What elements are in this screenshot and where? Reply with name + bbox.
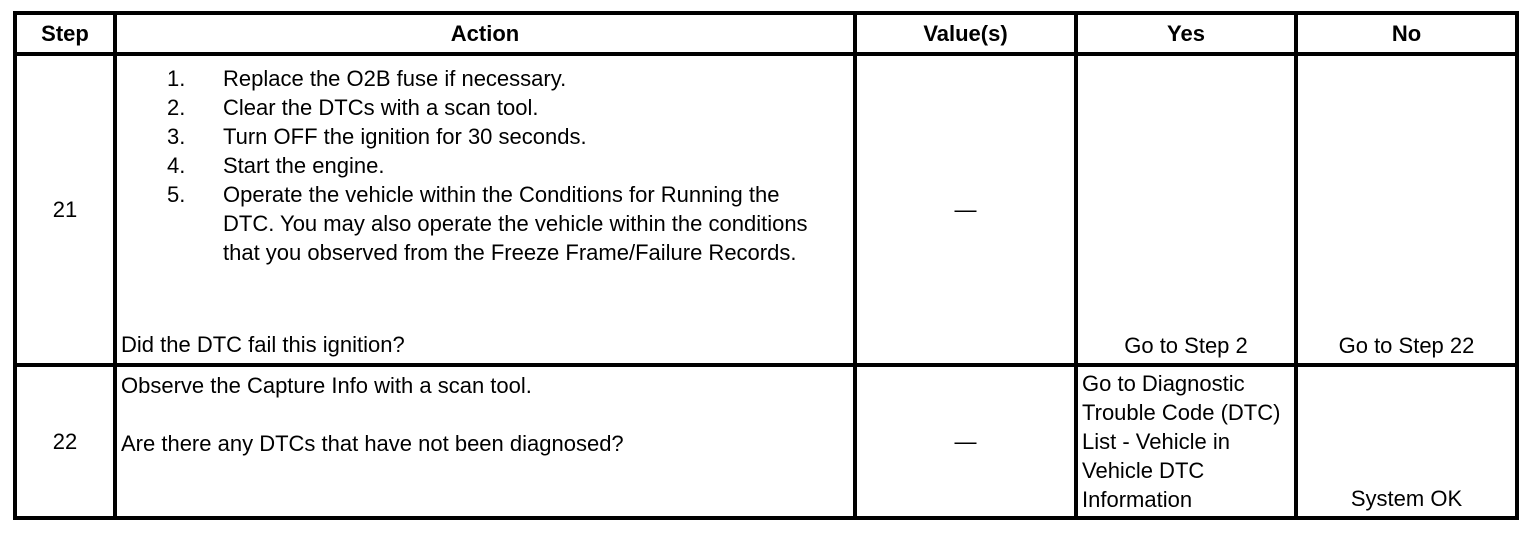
- table-header-row: [15, 13, 1517, 54]
- header-values: Value(s): [855, 13, 1076, 54]
- list-item-text: Operate the vehicle within the Conditions for Running the DTC. You may also operate the vehicle within the conditions that you observed from the Freeze Frame/Failure Records.: [223, 182, 808, 265]
- header-step: Step: [15, 13, 115, 54]
- step-question: Did the DTC fail this ignition?: [121, 332, 405, 357]
- action-text: Observe the Capture Info with a scan tool.: [121, 373, 532, 398]
- header-yes: Yes: [1076, 13, 1296, 54]
- value-cell: —: [855, 54, 1076, 365]
- list-item-text: Clear the DTCs with a scan tool.: [223, 95, 539, 120]
- list-item-number: 2.: [167, 95, 186, 120]
- table-row: [15, 365, 1517, 518]
- list-item-text: Turn OFF the ignition for 30 seconds.: [223, 124, 587, 149]
- yes-outcome: Go to Diagnostic Trouble Code (DTC) List - Vehicle in Vehicle DTC Information: [1076, 365, 1296, 518]
- step-number: 21: [15, 54, 115, 365]
- header-action: Action: [115, 13, 855, 54]
- action-cell: [115, 54, 855, 365]
- list-item: [117, 64, 853, 93]
- list-item-number: 5.: [167, 182, 186, 207]
- table-row: [15, 54, 1517, 365]
- action-list: [117, 56, 853, 267]
- list-item-number: 1.: [167, 66, 186, 91]
- action-cell: [115, 365, 855, 518]
- list-item: [117, 122, 853, 151]
- diagnostic-steps-table: [13, 11, 1519, 520]
- list-item: [117, 151, 853, 180]
- step-question: Are there any DTCs that have not been diagnosed?: [121, 431, 624, 456]
- yes-outcome: Go to Step 2: [1076, 54, 1296, 365]
- list-item: [117, 180, 853, 267]
- list-item-text: Start the engine.: [223, 153, 385, 178]
- list-item-number: 3.: [167, 124, 186, 149]
- no-outcome: System OK: [1296, 365, 1517, 518]
- list-item: [117, 93, 853, 122]
- list-item-text: Replace the O2B fuse if necessary.: [223, 66, 567, 91]
- value-cell: —: [855, 365, 1076, 518]
- no-outcome: Go to Step 22: [1296, 54, 1517, 365]
- list-item-number: 4.: [167, 153, 186, 178]
- step-number: 22: [15, 365, 115, 518]
- header-no: No: [1296, 13, 1517, 54]
